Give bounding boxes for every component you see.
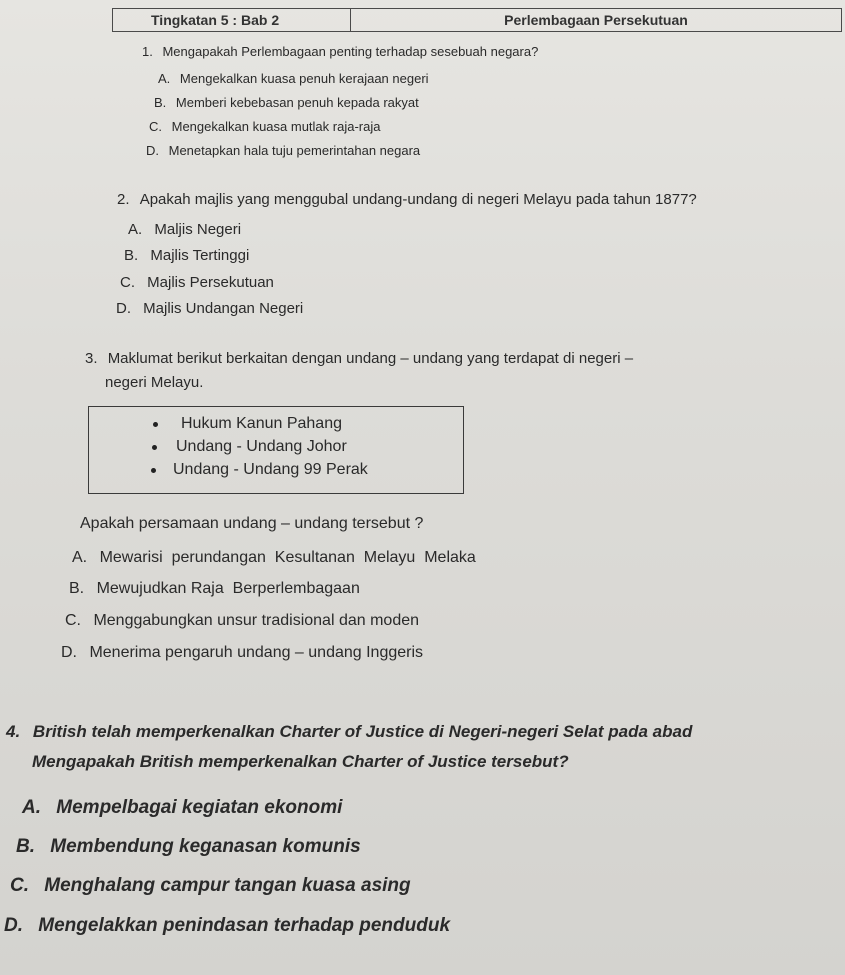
option-letter: C. <box>149 119 162 134</box>
option-2c[interactable] <box>120 274 274 291</box>
question-2 <box>117 191 697 208</box>
option-4b[interactable] <box>16 836 361 858</box>
bullet-icon <box>153 422 158 427</box>
option-text: Mewarisi perundangan Kesultanan Melayu Melaka <box>99 549 476 566</box>
option-text: Maljis Negeri <box>154 221 242 238</box>
option-3c[interactable] <box>65 612 419 630</box>
option-2d[interactable] <box>116 300 303 317</box>
info-box <box>88 406 464 494</box>
bullet-icon <box>152 445 157 450</box>
option-2b[interactable] <box>124 247 249 264</box>
box-item: Undang - Undang 99 Perak <box>173 461 368 478</box>
question-1 <box>142 44 538 59</box>
question-number: 3. <box>85 350 98 367</box>
option-text: Menetapkan hala tuju pemerintahan negara <box>168 143 421 158</box>
option-letter: A. <box>158 71 171 86</box>
option-letter: C. <box>65 612 81 629</box>
option-letter: D. <box>4 915 23 936</box>
bullet-icon <box>151 468 156 473</box>
option-text: Menggabungkan unsur tradisional dan moden <box>93 612 420 629</box>
option-3a[interactable] <box>72 549 476 567</box>
option-1c[interactable] <box>149 119 380 134</box>
question-text-line1: British telah memperkenalkan Charter of Justice di Negeri-negeri Selat pada abad <box>32 722 693 741</box>
question-number: 2. <box>117 191 130 208</box>
option-text: Menghalang campur tangan kuasa asing <box>44 875 411 896</box>
option-letter: A. <box>72 549 88 566</box>
option-1b[interactable] <box>154 95 419 110</box>
option-text: Majlis Tertinggi <box>150 247 250 264</box>
question-number: 4. <box>6 722 21 741</box>
option-text: Menerima pengaruh undang – undang Inggeris <box>89 644 424 661</box>
option-4a[interactable] <box>22 797 342 819</box>
option-letter: D. <box>61 644 77 661</box>
option-letter: B. <box>16 836 35 857</box>
question-number: 1. <box>142 44 153 59</box>
option-text: Mengelakkan penindasan terhadap penduduk <box>38 915 451 936</box>
option-3d[interactable] <box>61 644 423 662</box>
option-text: Memberi kebebasan penuh kepada rakyat <box>175 95 419 110</box>
question-3-line2: negeri Melayu. <box>105 374 204 391</box>
option-letter: C. <box>120 274 135 291</box>
header-topic: Perlembagaan Persekutuan <box>504 12 688 28</box>
option-4c[interactable] <box>10 875 411 897</box>
question-text: Mengapakah Perlembagaan penting terhadap sesebuah negara? <box>162 44 539 59</box>
box-item: Undang - Undang Johor <box>176 438 347 455</box>
question-text-line1: Maklumat berikut berkaitan dengan undang – undang yang terdapat di negeri – <box>107 350 634 367</box>
option-text: Majlis Undangan Negeri <box>143 300 304 317</box>
option-letter: A. <box>22 797 41 818</box>
option-text: Mempelbagai kegiatan ekonomi <box>56 797 343 818</box>
question-text: Apakah majlis yang menggubal undang-undang di negeri Melayu pada tahun 1877? <box>139 191 697 208</box>
question-4-line2: Mengapakah British memperkenalkan Charter of Justice tersebut? <box>32 752 569 771</box>
option-letter: B. <box>69 580 85 597</box>
option-text: Mengekalkan kuasa mutlak raja-raja <box>171 119 381 134</box>
option-text: Mengekalkan kuasa penuh kerajaan negeri <box>179 71 429 86</box>
header-form-chapter: Tingkatan 5 : Bab 2 <box>113 9 351 31</box>
box-item: Hukum Kanun Pahang <box>181 415 342 432</box>
option-letter: A. <box>128 221 143 238</box>
question-3-prompt: Apakah persamaan undang – undang tersebut ? <box>80 515 424 532</box>
option-3b[interactable] <box>69 580 360 598</box>
option-text: Majlis Persekutuan <box>147 274 274 291</box>
option-letter: D. <box>116 300 131 317</box>
option-letter: C. <box>10 875 29 896</box>
question-4 <box>6 722 692 742</box>
question-3 <box>85 350 633 367</box>
option-1a[interactable] <box>158 71 429 86</box>
option-letter: D. <box>146 143 159 158</box>
option-4d[interactable] <box>4 915 450 937</box>
option-text: Membendung keganasan komunis <box>50 836 361 857</box>
option-text: Mewujudkan Raja Berperlembagaan <box>96 580 360 597</box>
option-1d[interactable] <box>146 143 420 158</box>
option-2a[interactable] <box>128 221 241 238</box>
header-table <box>112 8 842 32</box>
option-letter: B. <box>124 247 139 264</box>
option-letter: B. <box>154 95 167 110</box>
